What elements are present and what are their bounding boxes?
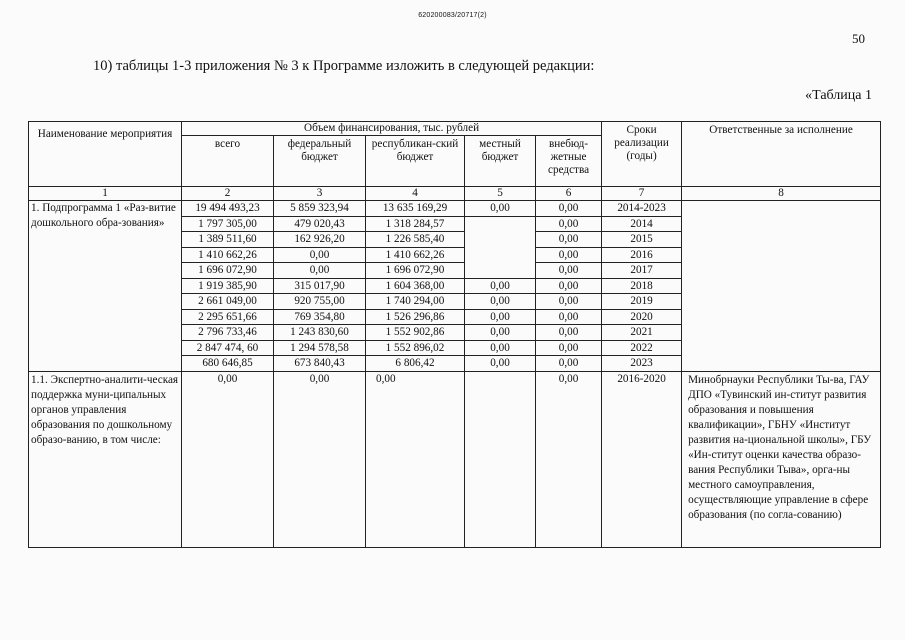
column-number-row [29,187,881,201]
cell-local: 0,00 [465,325,536,341]
cell-total: 2 295 651,66 [182,309,274,325]
cell-total: 0,00 [182,371,274,547]
cell-republic: 1 696 072,90 [366,263,465,279]
cell-period: 2016 [602,247,682,263]
cell-period: 2022 [602,340,682,356]
cell-federal: 920 755,00 [274,294,366,310]
cell-republic: 6 806,42 [366,356,465,372]
cell-federal: 673 840,43 [274,356,366,372]
cell-federal: 0,00 [274,247,366,263]
header-name: Наименование мероприятия [29,122,182,187]
cell-local: 0,00 [465,294,536,310]
cell-total: 1 919 385,90 [182,278,274,294]
cell-period: 2023 [602,356,682,372]
cell-republic: 1 318 284,57 [366,216,465,232]
cell-period: 2018 [602,278,682,294]
cell-local [465,371,536,547]
cell-total: 2 847 474, 60 [182,340,274,356]
table-row [29,201,881,217]
cell-republic: 1 552 902,86 [366,325,465,341]
cell-period: 2019 [602,294,682,310]
cell-extra: 0,00 [536,371,602,547]
cell-period: 2014 [602,216,682,232]
col-number: 7 [602,187,682,201]
cell-period: 2015 [602,232,682,248]
col-number: 2 [182,187,274,201]
header-responsible: Ответственные за исполнение [682,122,881,187]
header-total: всего [182,136,274,187]
cell-republic: 1 604 368,00 [366,278,465,294]
table-row [29,371,881,547]
col-number: 8 [682,187,881,201]
col-number: 3 [274,187,366,201]
header-federal: федеральный бюджет [274,136,366,187]
cell-republic: 0,00 [366,371,465,547]
cell-republic: 1 526 296,86 [366,309,465,325]
cell-total: 2 796 733,46 [182,325,274,341]
cell-federal: 0,00 [274,263,366,279]
cell-local: 0,00 [465,278,536,294]
cell-federal: 1 243 830,60 [274,325,366,341]
cell-extra: 0,00 [536,232,602,248]
document-id: 620200083/20717(2) [418,12,487,19]
subprogram-1-name: 1. Подпрограмма 1 «Раз-витие дошкольного обра-зования» [29,201,182,372]
cell-responsible: Минобрнауки Республики Ты-ва, ГАУ ДПО «Тувинский ин-ститут развития образования и повышения квалификации», ГБНУ «Институт развития на-циональной школы», ГБУ «Ин-ститут оценки качества образо-вания Республики Тыва», орга-ны местного самоуправления, осуществляющие управление в сфере образования (по согла-сованию) [682,371,881,547]
cell-extra: 0,00 [536,201,602,217]
cell-total: 19 494 493,23 [182,201,274,217]
header-funding-group: Объем финансирования, тыс. рублей [182,122,602,136]
cell-local: 0,00 [465,201,536,217]
cell-federal: 479 020,43 [274,216,366,232]
cell-republic: 1 226 585,40 [366,232,465,248]
cell-period: 2014-2023 [602,201,682,217]
header-row-1 [29,122,881,136]
cell-extra: 0,00 [536,356,602,372]
cell-federal: 162 926,20 [274,232,366,248]
header-period: Сроки реализации (годы) [602,122,682,187]
cell-extra: 0,00 [536,325,602,341]
cell-local: 0,00 [465,340,536,356]
cell-federal: 1 294 578,58 [274,340,366,356]
cell-period: 2017 [602,263,682,279]
cell-extra: 0,00 [536,263,602,279]
cell-local: 0,00 [465,356,536,372]
header-local: местный бюджет [465,136,536,187]
cell-total: 1 389 511,60 [182,232,274,248]
cell-local: 0,00 [465,309,536,325]
header-extra: внебюд-жетные средства [536,136,602,187]
cell-total: 1 797 305,00 [182,216,274,232]
cell-total: 680 646,85 [182,356,274,372]
cell-period: 2021 [602,325,682,341]
financing-table [28,121,881,548]
cell-republic: 1 552 896,02 [366,340,465,356]
col-number: 5 [465,187,536,201]
cell-federal: 769 354,80 [274,309,366,325]
col-number: 1 [29,187,182,201]
col-number: 6 [536,187,602,201]
col-number: 4 [366,187,465,201]
cell-extra: 0,00 [536,278,602,294]
cell-period: 2020 [602,309,682,325]
cell-extra: 0,00 [536,340,602,356]
cell-republic: 13 635 169,29 [366,201,465,217]
table-label: «Таблица 1 [805,88,872,103]
cell-federal: 0,00 [274,371,366,547]
cell-total: 1 696 072,90 [182,263,274,279]
cell-republic: 1 740 294,00 [366,294,465,310]
page-number: 50 [852,31,865,46]
cell-federal: 5 859 323,94 [274,201,366,217]
activity-1-1-name: 1.1. Экспертно-аналити-ческая поддержка муни-ципальных органов управления образования по дошкольному образо-ванию, в том числе: [29,371,182,547]
cell-extra: 0,00 [536,216,602,232]
cell-total: 1 410 662,26 [182,247,274,263]
cell-extra: 0,00 [536,247,602,263]
cell-local-empty [465,216,536,278]
cell-total: 2 661 049,00 [182,294,274,310]
cell-extra: 0,00 [536,309,602,325]
cell-period: 2016-2020 [602,371,682,547]
section-heading: 10) таблицы 1-3 приложения № 3 к Программе изложить в следующей редакции: [93,58,595,74]
cell-responsible-empty [682,201,881,372]
cell-extra: 0,00 [536,294,602,310]
cell-republic: 1 410 662,26 [366,247,465,263]
header-republic: республикан-ский бюджет [366,136,465,187]
cell-federal: 315 017,90 [274,278,366,294]
